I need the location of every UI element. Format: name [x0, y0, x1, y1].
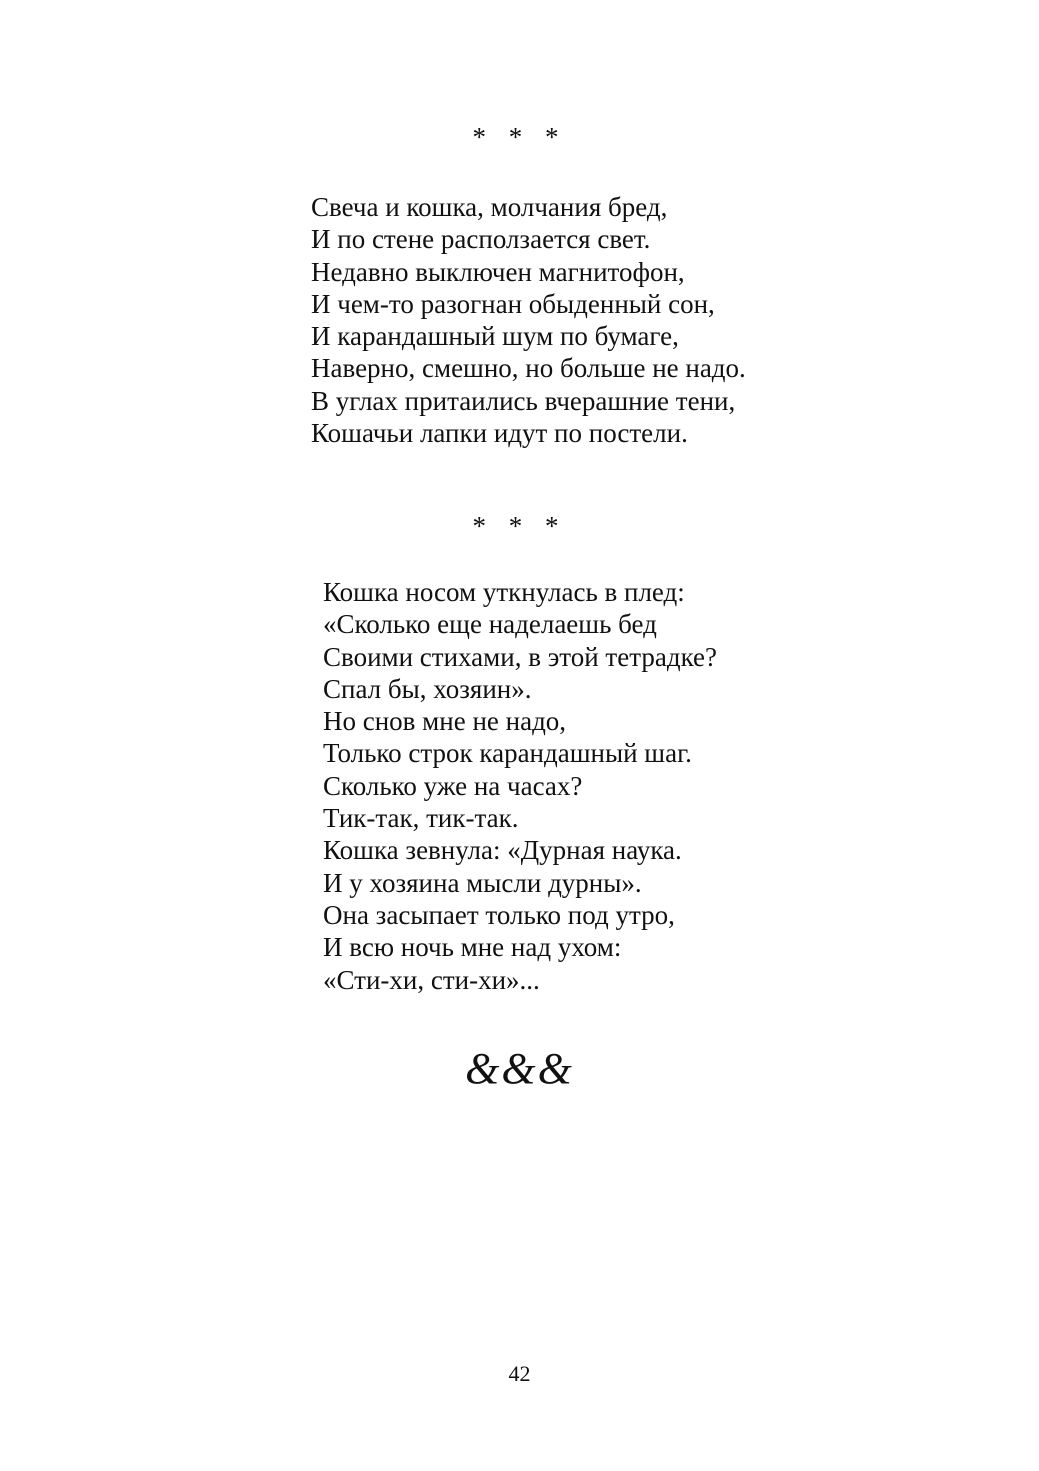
poem-line: Своими стихами, в этой тетрадке?: [323, 641, 717, 672]
poem-line: Свеча и кошка, молчания бред,: [311, 192, 668, 222]
poem-line: Она засыпает только под утро,: [323, 899, 675, 930]
poem-line: В углах притаились вчерашние тени,: [311, 385, 736, 416]
poem-stanza: [311, 191, 746, 449]
poem-line: Спал бы, хозяин».: [323, 673, 532, 704]
poem-line: Кошачьи лапки идут по постели.: [311, 418, 688, 449]
page-number: 42: [508, 1361, 531, 1386]
poem-line: И по стене расползается свет.: [311, 224, 651, 255]
poem-line: Кошка носом уткнулась в плед:: [323, 577, 685, 607]
end-ornament: &&&: [465, 1044, 574, 1093]
poem-line: И у хозяина мысли дурны».: [323, 867, 642, 898]
poem-line: Наверно, смешно, но больше не надо.: [311, 353, 746, 384]
poem-line: «Сколько еще наделаешь бед: [323, 609, 657, 640]
poem-separator: * * *: [472, 122, 567, 152]
poem-line: Тик-так, тик-так.: [323, 803, 519, 834]
poem-stanza: [323, 576, 717, 996]
poem-line: И чем-то разогнан обыденный сон,: [311, 288, 715, 319]
poem-line: Кошка зевнула: «Дурная наука.: [323, 835, 682, 866]
poem-separator: * * *: [472, 511, 567, 541]
poem-line: И карандашный шум по бумаге,: [311, 321, 679, 352]
poem-line: Но снов мне не надо,: [323, 706, 567, 737]
poem-line: Только строк карандашный шаг.: [323, 738, 692, 769]
poem-line: «Сти-хи, сти-хи»...: [323, 964, 540, 995]
poem-line: Сколько уже на часах?: [323, 770, 583, 801]
poem-line: Недавно выключен магнитофон,: [311, 256, 685, 287]
poem-line: И всю ночь мне над ухом:: [323, 932, 622, 963]
